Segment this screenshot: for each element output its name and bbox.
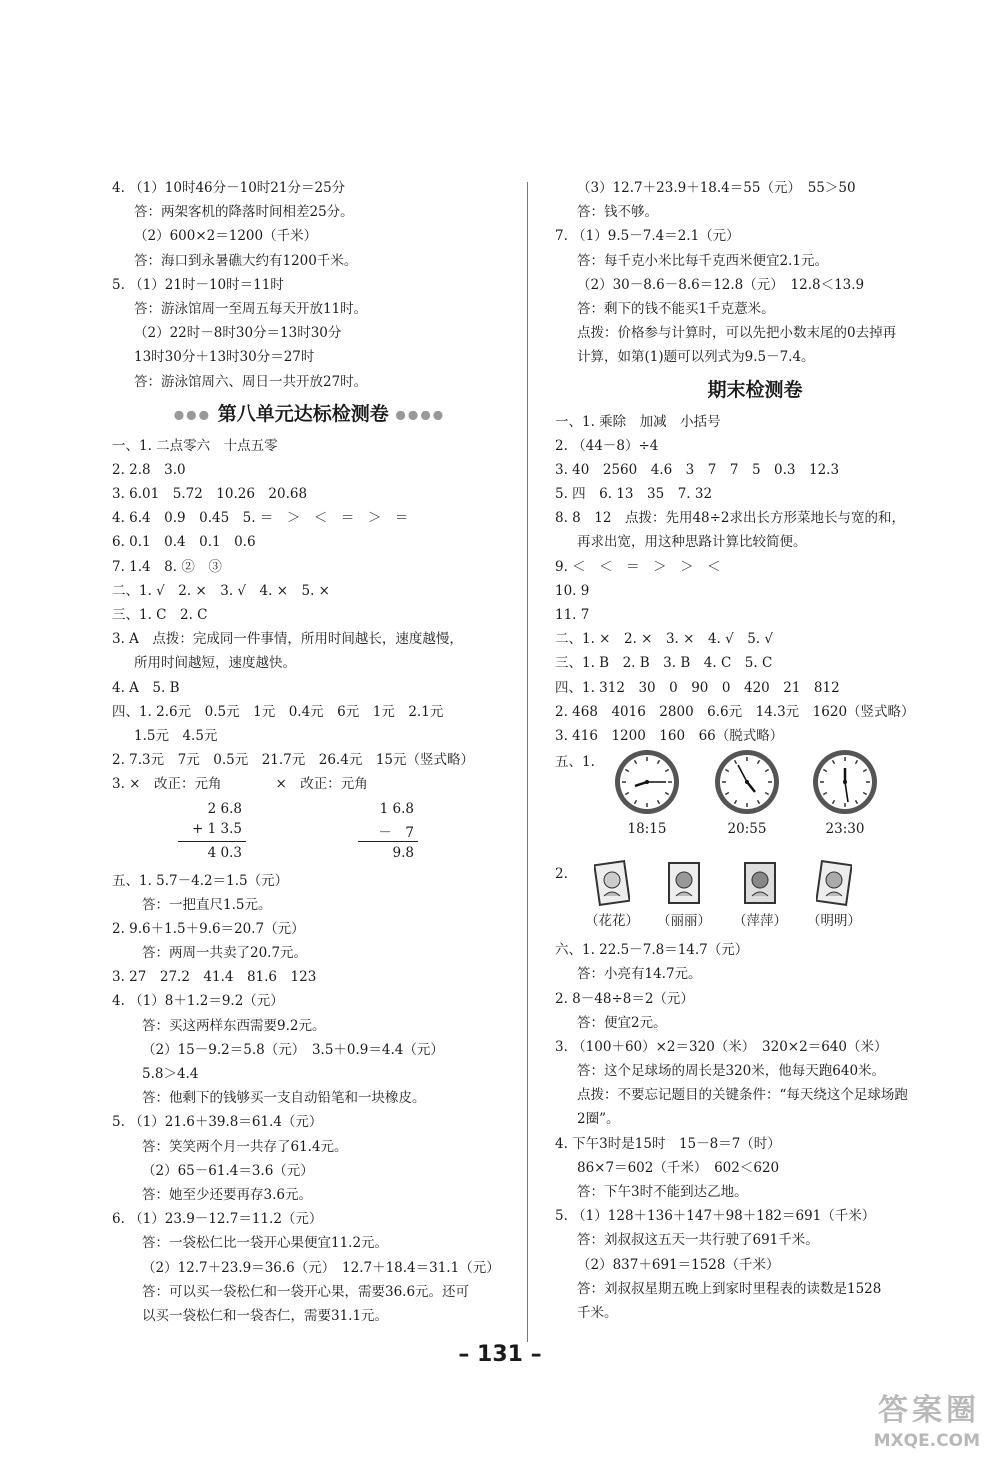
answer-line: 三、1. C 2. C — [112, 607, 208, 623]
answer-line: 答：他剩下的钱够买一支自动铅笔和一块橡皮。 — [142, 1090, 426, 1107]
answer-line: 5.8＞4.4 — [142, 1066, 199, 1082]
answer-line: 答：每千克小米比每千克西米便宜2.1元。 — [577, 252, 828, 269]
page-number: – 131 – — [458, 1342, 542, 1367]
photo-name-label: （花花） — [585, 913, 639, 930]
answer-line: 答：海口到永暑礁大约有1200千米。 — [134, 252, 358, 269]
answer-line: 答：买这两样东西需要9.2元。 — [142, 1017, 326, 1034]
answer-line: 3. A 点拨：完成同一件事情，所用时间越长，速度越慢， — [112, 631, 463, 648]
answer-line: 2. （44－8）÷4 — [555, 437, 659, 454]
photo-item — [649, 860, 719, 930]
answer-line: 5. （1）128＋136＋147＋98＋182＝691（千米） — [555, 1208, 876, 1225]
photo-name-label: （丽丽） — [657, 913, 711, 930]
watermark-text: 答案圈 — [878, 1393, 980, 1428]
child-photo-icon — [742, 860, 778, 906]
answer-line: 答：这个足球场的周长是320米，他每天跑640米。 — [577, 1063, 886, 1080]
answer-line: （3）12.7＋23.9＋18.4＝55（元） 55＞50 — [577, 180, 856, 196]
answer-line: 四、1. 312 30 0 90 0 420 21 812 — [555, 679, 840, 696]
answer-line: 2. 8－48÷8＝2（元） — [555, 990, 694, 1007]
answer-line: 答：下午3时不能到达乙地。 — [577, 1184, 748, 1200]
answer-line: 四、1. 2.6元 0.5元 1元 0.4元 6元 1元 2.1元 — [112, 703, 444, 720]
section-title-unit8 — [112, 394, 507, 434]
watermark-logo — [780, 1392, 980, 1452]
answer-line: 8. 8 12 点拨：先用48÷2求出长方形菜地长与宽的和， — [555, 510, 906, 527]
answer-line: 答：便宜2元。 — [577, 1014, 667, 1031]
answer-line: 3. × 改正：元角 × 改正：元角 — [112, 776, 368, 793]
answer-line: 2. 9.6＋1.5＋9.6＝20.7（元） — [112, 920, 305, 937]
answer-line: 点拨：价格参与计算时，可以先把小数末尾的0去掉再 — [577, 325, 897, 342]
answer-line: 答：可以买一袋松仁和一袋开心果，需要36.6元。还可 — [142, 1283, 470, 1300]
answer-line: 10. 9 — [555, 582, 590, 599]
calc1-result: 4 0.3 — [207, 844, 242, 861]
answer-line: 所用时间越短，速度越快。 — [134, 655, 296, 672]
answer-line: 答：笑笑两个月一共存了61.4元。 — [142, 1138, 348, 1155]
answer-line: 答：两周一共卖了20.7元。 — [142, 945, 308, 962]
answer-line: 答：游泳馆周一至周五每天开放11时。 — [134, 300, 368, 317]
calc2-operand-a: 1 6.8 — [379, 800, 414, 817]
answer-line: 13时30分＋13时30分＝27时 — [134, 349, 315, 366]
right-block-b — [555, 410, 955, 749]
vertical-calculations — [112, 797, 507, 869]
clock-answers — [555, 748, 955, 860]
answer-line: 11. 7 — [555, 607, 590, 623]
answer-line: 4. （1）10时46分－10时21分＝25分 — [112, 180, 346, 196]
answer-line: 3. 27 27.2 41.4 81.6 123 — [112, 969, 317, 986]
photo-question-label: 2. — [555, 866, 568, 883]
calc2-operand-b: － 7 — [378, 824, 414, 841]
answer-line: 再求出宽，用这种思路计算比较简便。 — [577, 534, 807, 551]
answer-line: 答：小亮有14.7元。 — [577, 966, 702, 983]
answer-line: （2）837＋691＝1528（千米） — [577, 1256, 780, 1273]
answer-line: 一、1. 乘除 加减 小括号 — [555, 413, 721, 430]
answer-line: 6. （1）23.9－12.7＝11.2（元） — [112, 1211, 323, 1228]
answer-line: 7. （1）9.5－7.4＝2.1（元） — [555, 228, 740, 245]
answer-line: 5. （1）21时－10时＝11时 — [112, 276, 284, 293]
answer-line: （2）30－8.6－8.6＝12.8（元） 12.8＜13.9 — [577, 276, 865, 293]
dots-decoration-icon: ●●●● — [395, 407, 446, 422]
answer-line: 答：两架客机的降落时间相差25分。 — [134, 204, 354, 221]
answer-line: 6. 0.1 0.4 0.1 0.6 — [112, 534, 256, 551]
answer-line: 7. 1.4 8. ② ③ — [112, 558, 222, 575]
clock-time-label: 23:30 — [825, 821, 865, 838]
answer-line: 答：刘叔叔这五天一共行驶了691千米。 — [577, 1232, 819, 1249]
answer-line: 4. 6.4 0.9 0.45 5. ＝ ＞ ＜ ＝ ＞ ＝ — [112, 510, 409, 527]
calc2-result: 9.8 — [392, 844, 414, 861]
answer-line: 4. （1）8＋1.2＝9.2（元） — [112, 993, 284, 1010]
answer-line: 五、1. 5.7－4.2＝1.5（元） — [112, 872, 289, 889]
answer-line: 1.5元 4.5元 — [134, 727, 218, 744]
column-divider — [527, 182, 528, 1342]
answer-line: 以买一袋松仁和一袋杏仁，需要31.1元。 — [142, 1307, 389, 1324]
section-title-text: 期末检测卷 — [707, 378, 803, 401]
answer-line: 千米。 — [577, 1304, 618, 1321]
answer-line: （2）15－9.2＝5.8（元） 3.5＋0.9＝4.4（元） — [142, 1041, 444, 1058]
photo-item — [577, 860, 647, 930]
answer-line: 答：游泳馆周六、周日一共开放27时。 — [134, 373, 368, 390]
left-block-a — [112, 176, 507, 394]
answer-line: 答：一把直尺1.5元。 — [142, 896, 272, 913]
answer-line: 计算，如第(1)题可以列式为9.5－7.4。 — [577, 349, 815, 366]
answer-line: （2）12.7＋23.9＝36.6（元） 12.7＋18.4＝31.1（元） — [142, 1259, 500, 1276]
section-title-text: 第八单元达标检测卷 — [217, 402, 389, 425]
dots-decoration-icon: ●●● — [173, 407, 212, 422]
answer-line: 2. 468 4016 2800 6.6元 14.3元 1620（竖式略） — [555, 703, 915, 720]
child-photo-icon — [666, 860, 702, 906]
right-block-c — [555, 938, 955, 1325]
photo-name-label: （萍萍） — [733, 913, 787, 930]
right-column — [555, 176, 955, 1325]
calc1-operand-b: + 1 3.5 — [192, 820, 242, 837]
photo-answers — [555, 860, 955, 938]
child-photo-icon — [594, 860, 630, 906]
section-title-final-exam — [555, 370, 955, 410]
clock-item — [607, 748, 687, 838]
answer-line: 二、1. × 2. × 3. × 4. √ 5. √ — [555, 631, 773, 648]
answer-line: 4. 下午3时是15时 15－8＝7（时） — [555, 1135, 781, 1152]
left-block-c — [112, 869, 507, 1329]
calc1-rule — [178, 841, 246, 842]
answer-line: 3. 40 2560 4.6 3 7 7 5 0.3 12.3 — [555, 461, 840, 478]
answer-line: 答：她至少还要再存3.6元。 — [142, 1186, 312, 1203]
right-block-a — [555, 176, 955, 370]
clock-icon — [811, 748, 879, 816]
clock-icon — [713, 748, 781, 816]
answer-line: （2）600×2＝1200（千米） — [134, 228, 318, 245]
answer-line: 3. （100＋60）×2＝320（米） 320×2＝640（米） — [555, 1038, 888, 1055]
answer-line: 2. 2.8 3.0 — [112, 461, 186, 478]
answer-line: 六、1. 22.5－7.8＝14.7（元） — [555, 942, 749, 959]
answer-line: 答：一袋松仁比一袋开心果便宜11.2元。 — [142, 1235, 389, 1252]
answer-line: （2）65－61.4＝3.6（元） — [142, 1162, 314, 1179]
answer-line: 答：刘叔叔星期五晚上到家时里程表的读数是1528 — [577, 1280, 882, 1297]
answer-line: 4. A 5. B — [112, 679, 180, 696]
answer-line: 3. 6.01 5.72 10.26 20.68 — [112, 486, 308, 503]
photo-item — [725, 860, 795, 930]
answer-line: 86×7＝602（千米） 602＜620 — [577, 1159, 780, 1176]
clock-question-label: 五、1. — [555, 754, 595, 771]
watermark-url: MXQE.COM — [873, 1431, 980, 1451]
answer-line: 三、1. B 2. B 3. B 4. C 5. C — [555, 655, 773, 672]
answer-line: 2圈”。 — [577, 1111, 620, 1128]
clock-time-label: 20:55 — [727, 821, 767, 838]
photo-name-label: （明明） — [807, 913, 861, 930]
answer-line: 5. 四 6. 13 35 7. 32 — [555, 486, 713, 503]
answer-line: 二、1. √ 2. × 3. √ 4. × 5. × — [112, 582, 330, 599]
photo-item — [799, 860, 869, 930]
answer-line: 点拨：不要忘记题目的关键条件：“每天绕这个足球场跑 — [577, 1087, 908, 1104]
clock-item — [805, 748, 885, 838]
clock-item — [707, 748, 787, 838]
answer-line: 2. 7.3元 7元 0.5元 21.7元 26.4元 15元（竖式略） — [112, 752, 474, 769]
answer-line: 答：剩下的钱不能买1千克薏米。 — [577, 300, 775, 317]
calc2-rule — [358, 841, 418, 842]
clock-icon — [613, 748, 681, 816]
calc1-operand-a: 2 6.8 — [207, 800, 242, 817]
child-photo-icon — [816, 860, 852, 906]
answer-line: （2）22时－8时30分＝13时30分 — [134, 325, 342, 342]
clock-time-label: 18:15 — [627, 821, 667, 838]
left-column — [112, 176, 507, 1328]
answer-line: 3. 416 1200 160 66（脱式略） — [555, 727, 784, 744]
answer-line: 一、1. 二点零六 十点五零 — [112, 437, 278, 454]
answer-line: 答：钱不够。 — [577, 204, 658, 221]
left-block-b — [112, 434, 507, 797]
answer-line: 9. ＜ ＜ ＝ ＞ ＞ ＜ — [555, 558, 721, 575]
answer-line: 5. （1）21.6＋39.8＝61.4（元） — [112, 1114, 323, 1131]
